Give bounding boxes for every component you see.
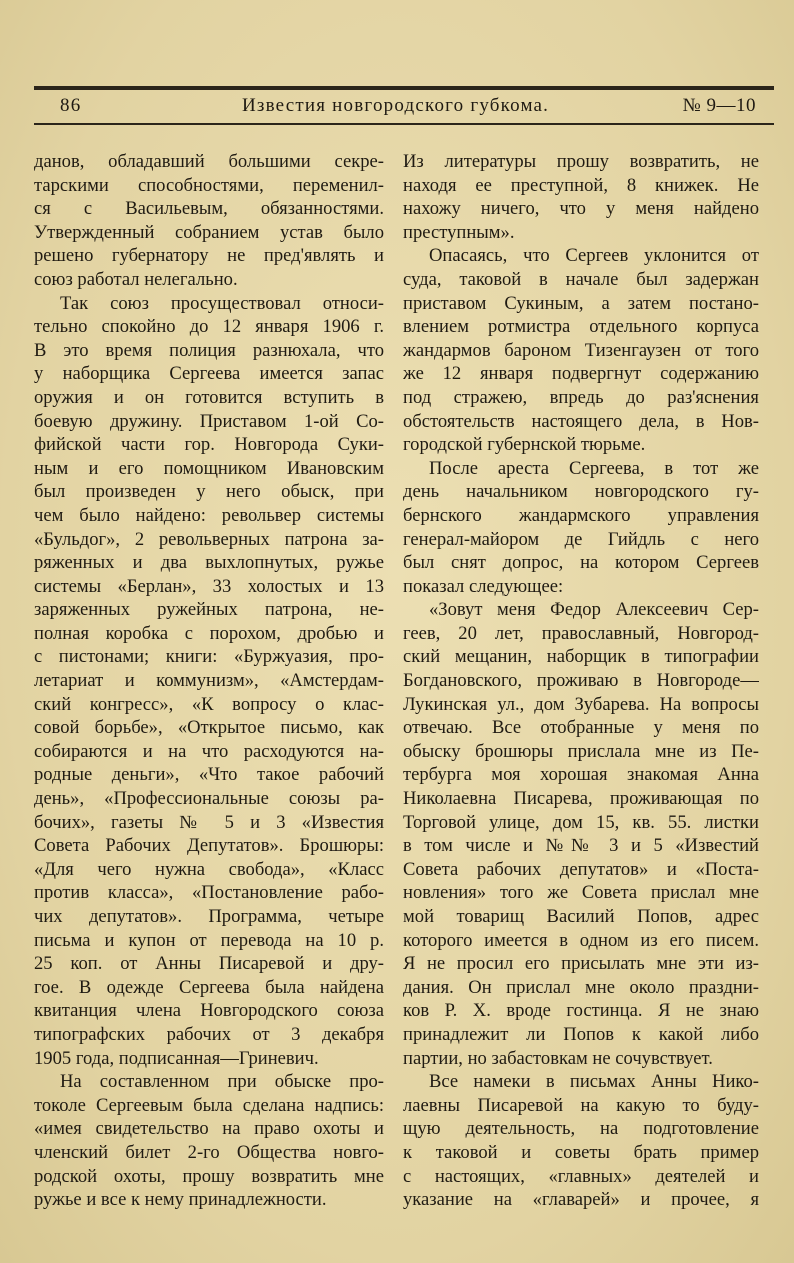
- text-line: с настоящих, «главных» деятелей и: [403, 1165, 759, 1187]
- text-line: тарскими способностями, переменил-: [34, 174, 384, 196]
- text-line: членский билет 2-го Общества новго-: [34, 1141, 384, 1163]
- text-line: ся с Васильевым, обязанностями.: [34, 198, 384, 220]
- header-bottom-rule: [34, 123, 774, 125]
- text-line: данов, обладавший большими секре-: [34, 151, 384, 172]
- text-line: После ареста Сергеева, в тот же: [429, 457, 759, 479]
- text-line: день начальником новгородского гу-: [403, 481, 759, 503]
- text-line: письма и купон от перевода на 10 р.: [34, 929, 384, 951]
- text-line: оружия и он готовится вступить в: [34, 386, 384, 408]
- text-line: был произведен у него обыск, при: [34, 481, 384, 503]
- text-line: которого имеется в одном из его писем.: [403, 929, 759, 951]
- text-line: В это время полиция разнюхала, что: [34, 339, 384, 361]
- left-column: [34, 150, 384, 1212]
- text-line: городской губернской тюрьме.: [403, 434, 646, 456]
- text-line: Николаевна Писарева, проживающая по: [403, 788, 759, 810]
- text-line: день», «Профессиональные союзы ра-: [34, 788, 384, 810]
- running-title: Известия новгородского губкома.: [242, 95, 550, 116]
- text-line: фийской части гор. Новгорода Суки-: [34, 434, 384, 456]
- text-line: совой борьбе», «Открытое письмо, как: [34, 717, 384, 739]
- text-line: принадлежит ли Попов к какой либо: [403, 1023, 759, 1045]
- text-line: обстоятельств настоящего дела, в Нов-: [403, 410, 759, 432]
- text-line: показал следующее:: [403, 575, 564, 597]
- text-line: родской охоты, прошу возвратить мне: [34, 1165, 384, 1187]
- text-line: чих депутатов». Программа, четыре: [34, 906, 384, 927]
- text-line: бернского жандармского управления: [403, 504, 759, 526]
- text-line: чем было найдено: револьвер системы: [34, 504, 384, 526]
- text-line: тельно спокойно до 12 января 1906 г.: [34, 316, 384, 338]
- text-line: заряженных ружейных патрона, не-: [34, 599, 384, 621]
- text-line: На составленном при обыске про-: [60, 1071, 384, 1093]
- text-line: дания. Он прислал мне около праздни-: [403, 976, 759, 998]
- text-line: собираются и на что расходуются на-: [34, 740, 384, 762]
- text-line: с пистонами; книги: «Буржуазия, про-: [34, 646, 384, 668]
- text-line: решено губернатору не пред'являть и: [34, 245, 384, 267]
- text-line: новления» того же Совета прислал мне: [403, 882, 759, 904]
- text-line: партии, но забастовкам не сочувствует.: [403, 1047, 713, 1069]
- text-line: к таковой и советы брать пример: [403, 1141, 759, 1163]
- text-line: у наборщика Сергеева имеется запас: [34, 363, 384, 385]
- text-line: Богдановского, проживаю в Новгороде—: [403, 670, 759, 692]
- text-line: Все намеки в письмах Анны Нико-: [429, 1071, 759, 1093]
- text-line: бочих», газеты № 5 и 3 «Известия: [34, 811, 384, 833]
- text-line: ряженных и два выхлопнутых, ружье: [34, 552, 384, 574]
- text-line: был снят допрос, на котором Сергеев: [403, 552, 759, 574]
- header-top-rule: [34, 86, 774, 90]
- page-header: [60, 93, 760, 121]
- text-line: 25 коп. от Анны Писаревой и дру-: [34, 953, 384, 975]
- text-line: тербурга моя хорошая знакомая Анна: [403, 764, 759, 786]
- page-number: 86: [60, 95, 82, 116]
- text-line: Утвержденный собранием устав было: [34, 221, 384, 243]
- text-line: боевую дружину. Приставом 1-ой Со-: [34, 410, 384, 432]
- right-column: [403, 150, 759, 1212]
- text-line: же 12 января подвергнут содержанию: [403, 363, 759, 385]
- text-line: щую деятельность, на подготовление: [403, 1118, 759, 1140]
- text-line: жандармов бароном Тизенгаузен от того: [403, 339, 759, 361]
- text-line: против класса», «Постановление рабо-: [34, 882, 384, 904]
- text-line: Торговой улице, дом 15, кв. 55. листки: [403, 811, 759, 833]
- text-line: ружье и все к нему принадлежности.: [34, 1189, 327, 1211]
- text-line: Я не просил его присылать мне эти из-: [403, 953, 759, 975]
- text-line: «Зовут меня Федор Алексеевич Сер-: [429, 599, 759, 621]
- text-line: указание на «главарей» и прочее, я: [403, 1189, 759, 1211]
- text-line: Опасаясь, что Сергеев уклонится от: [429, 245, 759, 267]
- text-line: гое. В одежде Сергеева была найдена: [34, 976, 384, 998]
- text-line: преступным».: [403, 221, 515, 243]
- text-line: «Для чего нужна свобода», «Класс: [34, 858, 384, 880]
- text-line: полная коробка с порохом, дробью и: [34, 622, 384, 644]
- text-line: Совета Рабочих Депутатов». Брошюры:: [34, 835, 384, 857]
- text-line: Лукинская ул., дом Зубарева. На вопросы: [403, 693, 759, 715]
- text-line: суда, таковой в начале был задержан: [403, 268, 759, 290]
- text-line: ным и его помощником Ивановским: [34, 457, 384, 479]
- text-line: приставом Сукиным, а затем постано-: [403, 292, 759, 314]
- text-line: находя ее преступной, 8 книжек. Не: [403, 174, 759, 196]
- issue-number: № 9—10: [682, 95, 756, 116]
- text-line: под стражею, впредь до раз'яснения: [403, 386, 759, 408]
- text-line: генерал-майором де Гийдль с него: [403, 528, 759, 550]
- text-line: ков Р. Х. вроде гостинца. Я не знаю: [403, 1000, 759, 1022]
- text-line: обыску брошюры прислала мне из Пе-: [403, 740, 759, 762]
- text-line: влением ротмистра отдельного корпуса: [403, 316, 759, 338]
- text-line: лаевны Писаревой на какую то буду-: [403, 1094, 759, 1116]
- text-line: токоле Сергеевым была сделана надпись:: [34, 1094, 384, 1116]
- text-line: типографских рабочих от 3 декабря: [34, 1023, 384, 1045]
- text-line: родные деньги», «Что такое рабочий: [34, 764, 384, 786]
- text-line: системы «Берлан», 33 холостых и 13: [34, 575, 384, 597]
- text-line: квитанция члена Новгородского союза: [34, 1000, 384, 1022]
- text-line: нахожу ничего, что у меня найдено: [403, 198, 759, 220]
- text-line: Так союз просуществовал относи-: [60, 292, 384, 314]
- text-line: в том числе и №№ 3 и 5 «Известий: [403, 835, 759, 857]
- text-line: союз работал нелегально.: [34, 268, 238, 290]
- text-line: геев, 20 лет, православный, Новгород-: [403, 622, 759, 644]
- text-line: Из литературы прошу возвратить, не: [403, 151, 759, 172]
- text-line: летариат и коммунизм», «Амстердам-: [34, 670, 384, 692]
- text-line: «Бульдог», 2 револьверных патрона за-: [34, 528, 384, 550]
- text-line: 1905 года, подписанная—Гриневич.: [34, 1047, 319, 1069]
- text-line: ский конгресс», «К вопросу о клас-: [34, 693, 384, 715]
- text-line: мой товарищ Василий Попов, адрес: [403, 906, 759, 927]
- text-line: ский мещанин, наборщик в типографии: [403, 646, 759, 668]
- text-line: Совета рабочих депутатов» и «Поста-: [403, 858, 759, 880]
- text-line: отвечаю. Все отобранные у меня по: [403, 717, 759, 739]
- text-line: «имея свидетельство на право охоты и: [34, 1118, 384, 1140]
